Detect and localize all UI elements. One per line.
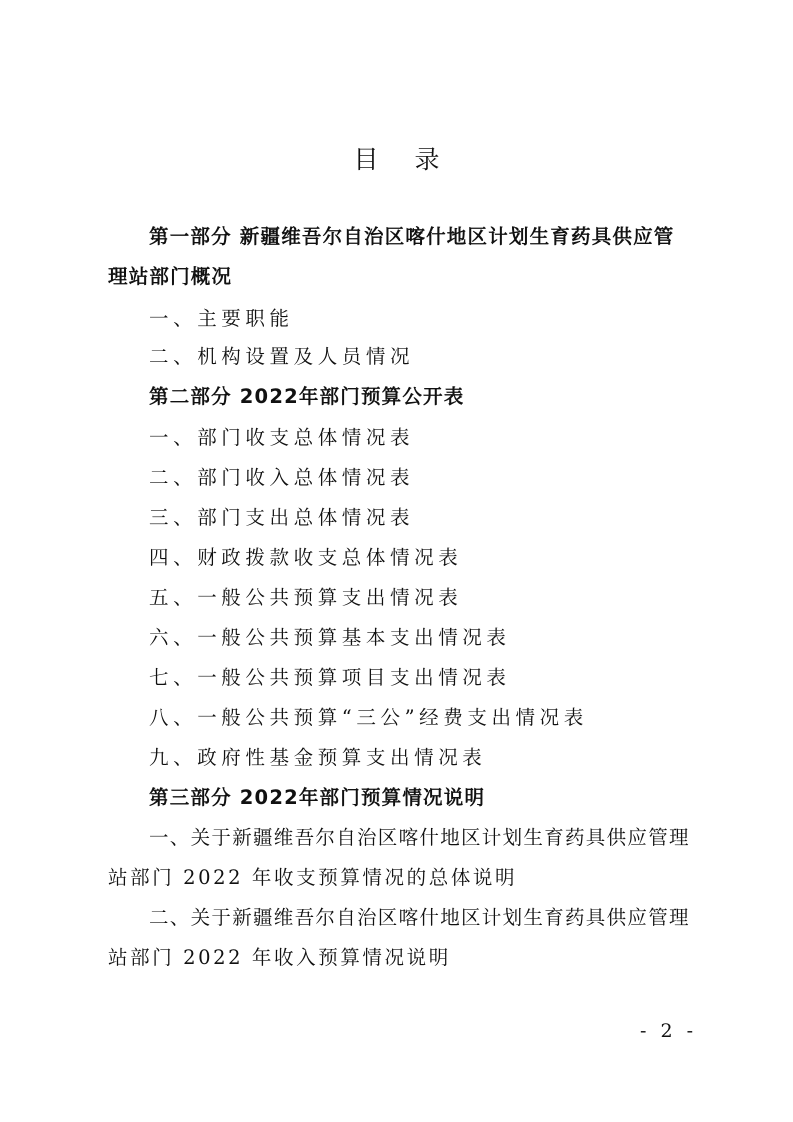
part3-heading: 第三部分 2022年部门预算情况说明 <box>149 786 486 809</box>
toc-item: 六、一般公共预算基本支出情况表 <box>149 626 511 649</box>
toc-item: 七、一般公共预算项目支出情况表 <box>149 666 511 689</box>
toc-item: 二、机构设置及人员情况 <box>149 345 415 368</box>
toc-item: 四、财政拨款收支总体情况表 <box>149 546 463 569</box>
toc-item: 五、一般公共预算支出情况表 <box>149 586 463 609</box>
toc-item-line2: 站部门 2022 年收支预算情况的总体说明 <box>108 866 518 889</box>
toc-item: 一、部门收支总体情况表 <box>149 426 415 449</box>
toc-item: 二、部门收入总体情况表 <box>149 466 415 489</box>
page-number: - 2 - <box>639 1020 697 1042</box>
toc-item: 三、部门支出总体情况表 <box>149 506 415 529</box>
toc-item: 九、政府性基金预算支出情况表 <box>149 746 487 769</box>
toc-item-line1: 二、关于新疆维吾尔自治区喀什地区计划生育药具供应管理 <box>149 906 690 929</box>
toc-item: 一、主要职能 <box>149 307 294 330</box>
toc-item-line2: 站部门 2022 年收入预算情况说明 <box>108 946 451 969</box>
part1-heading-line1: 第一部分 新疆维吾尔自治区喀什地区计划生育药具供应管 <box>149 225 675 248</box>
part1-heading-line2: 理站部门概况 <box>108 265 233 288</box>
toc-item-line1: 一、关于新疆维吾尔自治区喀什地区计划生育药具供应管理 <box>149 826 690 849</box>
toc-item: 八、一般公共预算“三公”经费支出情况表 <box>149 706 588 729</box>
part2-heading: 第二部分 2022年部门预算公开表 <box>149 385 465 408</box>
page-title: 目 录 <box>353 145 454 174</box>
